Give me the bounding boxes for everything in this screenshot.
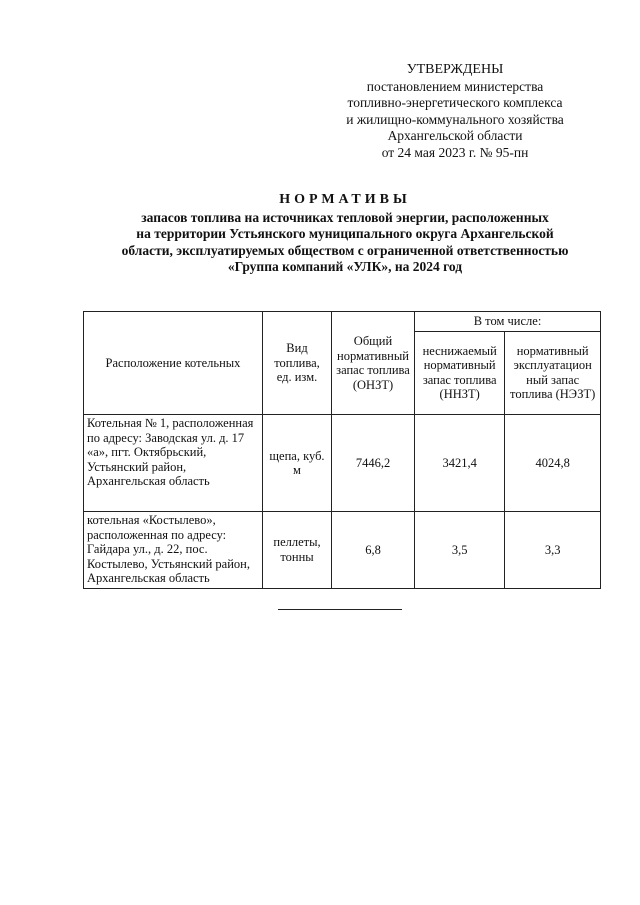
cell-location: котельная «Костылево», расположенная по адресу: Гайдара ул., д. 22, пос. Костылево, Устьянский район, Архангельская область [84,512,263,589]
cell-total: 7446,2 [332,415,415,512]
approval-block [330,62,580,161]
approval-line: топливно-энергетического комплекса [347,95,563,110]
document-title-block [90,192,600,276]
cell-fuel-type: пеллеты, тонны [263,512,332,589]
document-subtitle-line: «Группа компаний «УЛК», на 2024 год [227,259,463,274]
cell-nezt: 3,3 [505,512,601,589]
header-total-reserve: Общий нормативный запас топлива (ОНЗТ) [332,312,415,415]
cell-total: 6,8 [332,512,415,589]
table-row [84,415,601,512]
header-nnzt: неснижаемый нормативный запас топлива (ННЗТ) [415,331,505,414]
table-header-row [84,312,601,332]
approval-date-line: от 24 мая 2023 г. № 95-пн [381,144,529,160]
header-location: Расположение котельных [84,312,263,415]
approval-line: постановлением министерства [366,78,544,94]
header-nezt: нормативный эксплуатацион ный запас топлива (НЭЗТ) [505,331,601,414]
fuel-norms-table [83,311,601,589]
header-fuel-type: Вид топлива, ед. изм. [263,312,332,415]
table-row [84,512,601,589]
approval-line: Архангельской области [387,128,523,143]
cell-nnzt: 3,5 [415,512,505,589]
cell-fuel-type: щепа, куб. м [263,415,332,512]
document-subtitle-line: на территории Устьянского муниципального округа Архангельской [136,226,554,241]
approval-line: и жилищно-коммунального хозяйства [346,111,564,127]
cell-nezt: 4024,8 [505,415,601,512]
header-including: В том числе: [415,312,601,332]
cell-nnzt: 3421,4 [415,415,505,512]
cell-location: Котельная № 1, расположенная по адресу: Заводская ул. д. 17 «а», пгт. Октябрьский, Устьянский район, Архангельская область [84,415,263,512]
approval-heading: УТВЕРЖДЕНЫ [406,62,504,77]
document-subtitle-line: области, эксплуатируемых обществом с ограниченной ответственностью [121,242,569,258]
closing-divider-line [278,609,402,610]
document-title: НОРМАТИВЫ [279,192,411,207]
document-subtitle-line: запасов топлива на источниках тепловой энергии, расположенных [141,209,549,225]
